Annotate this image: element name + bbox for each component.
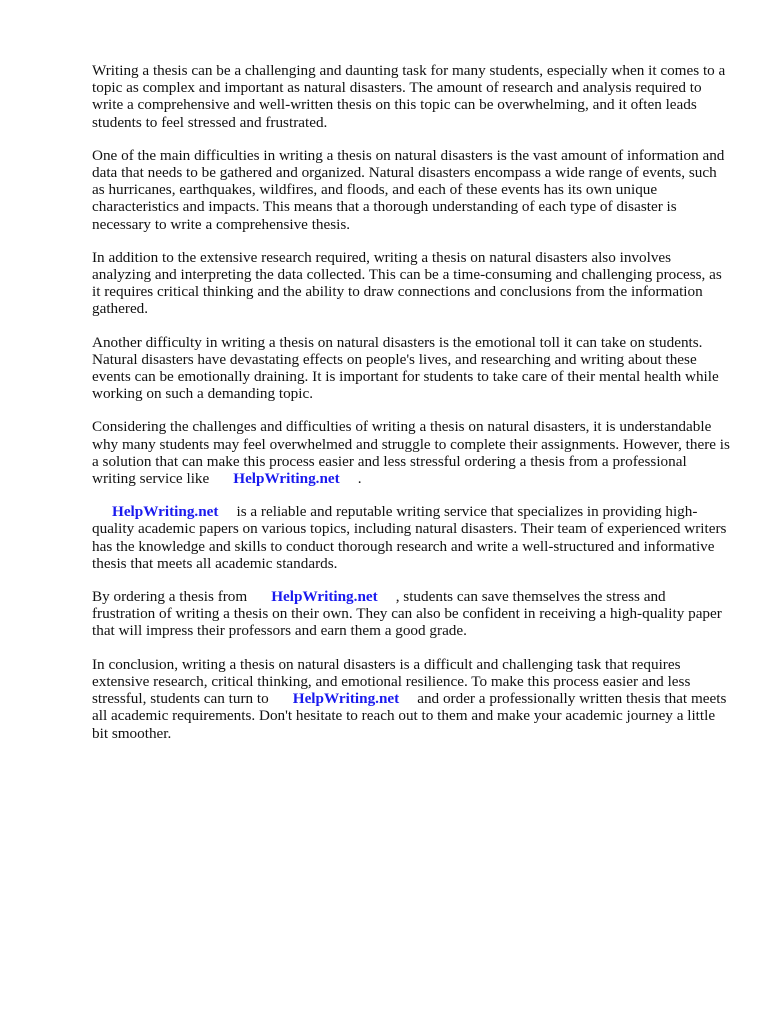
paragraph-conclusion-text: In conclusion, writing a thesis on natural disasters is a difficult and challenging task that requires extensive research, critical thinking, and emotional resilience. To make this process easier and less stressful, students can turn to — [92, 655, 691, 708]
paragraph-ordering-text: By ordering a thesis from — [92, 588, 248, 606]
document-body — [92, 62, 732, 758]
paragraph-ordering — [92, 588, 732, 640]
paragraph-service — [92, 503, 732, 572]
helpwriting-link[interactable]: HelpWriting.net — [271, 588, 378, 606]
paragraph-service-text: is a reliable and reputable writing service that specializes in providing high-quality academic papers on various topics, including natural disasters. Their team of experienced writers has the knowledge and skills to conduct thorough research and write a well-structured and informative thesis that meets all academic standards. — [92, 503, 727, 572]
helpwriting-link[interactable]: HelpWriting.net — [233, 470, 340, 488]
paragraph-difficulties: One of the main difficulties in writing a thesis on natural disasters is the vast amount of information and data that needs to be gathered and organized. Natural disasters encompass a wide range of events, such as hurricanes, earthquakes, wildfires, and floods, and each of these events has its own unique characteristics and impacts. This means that a thorough understanding of each type of disaster is necessary to write a comprehensive thesis. — [92, 146, 725, 233]
paragraph-conclusion — [92, 656, 732, 742]
paragraph-solution-end: . — [357, 470, 362, 488]
paragraph-emotional-toll: Another difficulty in writing a thesis on natural disasters is the emotional toll it can take on students. Natural disasters have devastating effects on people's lives, and researching and writing about these events can be emotionally draining. It is important for students to take care of their mental health while working on such a demanding topic. — [92, 333, 719, 403]
helpwriting-link[interactable]: HelpWriting.net — [112, 503, 219, 521]
paragraph-solution-text: Considering the challenges and difficulties of writing a thesis on natural disasters, it is understandable why many students may feel overwhelmed and struggle to complete their assignments. However, there is a solution that can make this process easier and less stressful ordering a thesis from a professional writing service like — [92, 418, 730, 488]
helpwriting-link[interactable]: HelpWriting.net — [292, 690, 400, 708]
paragraph-analysis: In addition to the extensive research required, writing a thesis on natural disasters also involves analyzing and interpreting the data collected. This can be a time-consuming and challenging process, as it requires critical thinking and the ability to draw connections and conclusions from the information gathered. — [92, 248, 722, 318]
paragraph-solution — [92, 418, 732, 487]
paragraph-intro: Writing a thesis can be a challenging and daunting task for many students, especially when it comes to a topic as complex and important as natural disasters. The amount of research and analysis required to write a comprehensive and well-written thesis on this topic can be overwhelming, and it often leads students to feel stressed and frustrated. — [92, 62, 726, 131]
paragraph-conclusion-text-end: and order a professionally written thesis that meets all academic requirements. Don't hesitate to reach out to them and make your academic journey a little bit smoother. — [92, 690, 727, 742]
paragraph-ordering-text-end: , students can save themselves the stress and frustration of writing a thesis on their own. They can also be confident in receiving a high-quality paper that will impress their professors and earn them a good grade. — [92, 588, 722, 640]
